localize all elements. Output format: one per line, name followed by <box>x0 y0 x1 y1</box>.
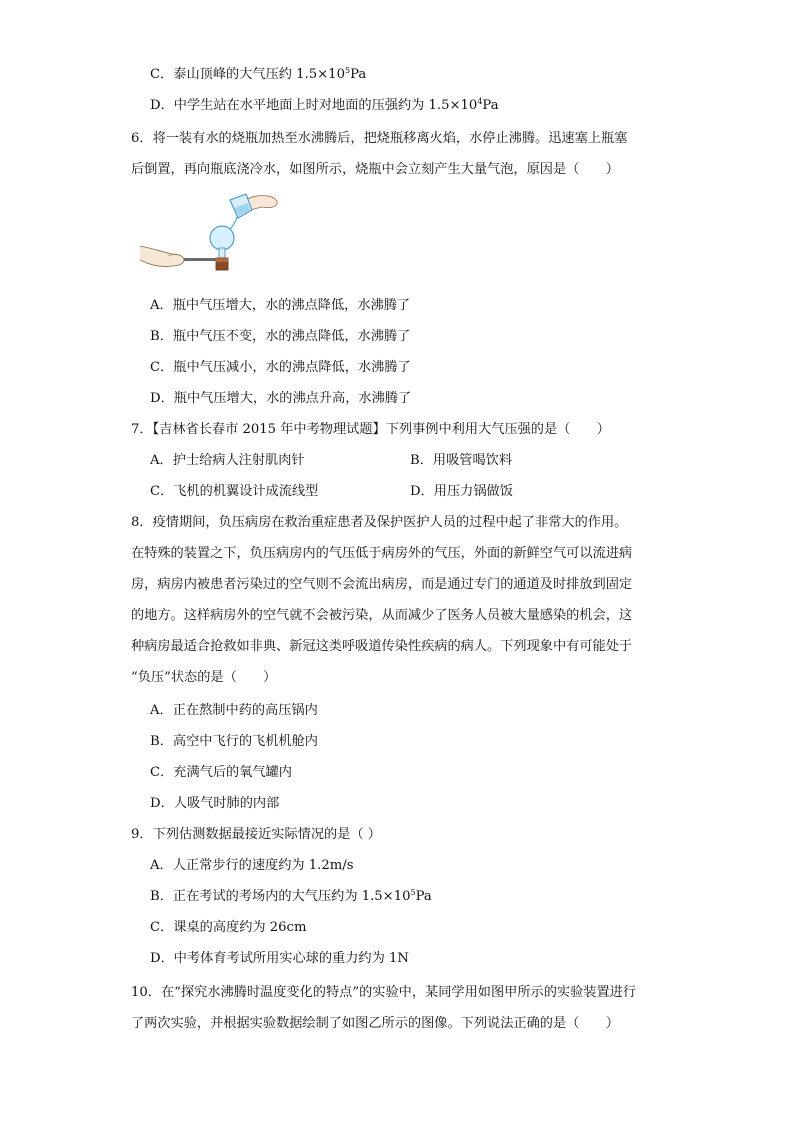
q9-option-b <box>150 888 432 906</box>
q7-option-c: C．飞机的机翼设计成流线型 <box>150 484 319 499</box>
q6-option-c: C．瓶中气压减小，水的沸点降低，水沸腾了 <box>150 360 411 375</box>
q5-option-c <box>150 66 366 84</box>
q5-option-d-exponent: 4 <box>477 97 483 106</box>
q8-option-a: A．正在熬制中药的高压锅内 <box>150 703 318 718</box>
q5-option-c-unit: Pa <box>350 67 367 82</box>
q9-option-b-unit: Pa <box>415 889 432 904</box>
q9-option-b-text: B．正在考试的考场内的大气压约为 1.5×10 <box>150 889 411 904</box>
q6-option-b: B．瓶中气压不变，水的沸点降低，水沸腾了 <box>150 329 411 344</box>
q5-option-c-text: C．泰山顶峰的大气压约 1.5×10 <box>150 67 345 82</box>
flask-illustration <box>138 190 280 282</box>
q10-stem-line-1: 10．在“探究水沸腾时温度变化的特点”的实验中，某同学用如图甲所示的实验装置进行 <box>131 985 637 1000</box>
q9-option-a: A．人正常步行的速度约为 1.2m/s <box>150 858 354 873</box>
q6-stem-line-1: 6．将一装有水的烧瓶加热至水沸腾后，把烧瓶移离火焰，水停止沸腾。迅速塞上瓶塞 <box>131 131 628 146</box>
q9-option-b-exponent: 5 <box>410 888 416 897</box>
q8-stem-line-5: 种病房最适合抢救如非典、新冠这类呼吸道传染性疾病的病人。下列现象中有可能处于 <box>131 639 633 654</box>
q7-stem <box>131 421 610 439</box>
q5-option-d <box>150 97 499 115</box>
q8-stem-line-3: 房，病房内被患者污染过的空气则不会流出病房，而是通过专门的通道及时排放到固定 <box>131 577 633 592</box>
q7-source: 【吉林省长春市 2015 年中考物理试题】 <box>152 422 386 437</box>
q8-stem-line-4: 的地方。这样病房外的空气就不会被污染，从而减少了医务人员被大量感染的机会，这 <box>131 608 633 623</box>
q8-stem-line-2: 在特殊的装置之下，负压病房内的气压低于病房外的气压，外面的新鲜空气可以流进病 <box>131 546 633 561</box>
q5-option-c-exponent: 5 <box>344 66 351 75</box>
q8-stem-line-1: 8．疫情期间，负压病房在救治重症患者及保护医护人员的过程中起了非常大的作用。 <box>131 515 628 530</box>
q8-option-c: C．充满气后的氧气罐内 <box>150 765 292 780</box>
q7-option-d: D．用压力锅做饭 <box>410 484 513 499</box>
q9-option-c: C．课桌的高度约为 26cm <box>150 920 307 935</box>
q8-stem-line-6: “负压”状态的是（ ） <box>131 670 277 685</box>
q8-option-b: B．高空中飞行的飞机机舱内 <box>150 734 318 749</box>
q9-option-d: D．中考体育考试所用实心球的重力约为 1N <box>150 951 409 966</box>
q5-option-d-unit: Pa <box>482 98 499 113</box>
q6-stem-line-2: 后倒置，再向瓶底浇冷水，如图所示，烧瓶中会立刻产生大量气泡，原因是（ ） <box>131 162 619 177</box>
q7-option-a: A．护士给病人注射肌肉针 <box>150 453 305 468</box>
flask-figure <box>138 190 280 282</box>
q9-stem: 9．下列估测数据最接近实际情况的是（ ） <box>131 827 381 842</box>
q10-stem-line-2: 了两次实验，并根据实验数据绘制了如图乙所示的图像。下列说法正确的是（ ） <box>131 1016 619 1031</box>
q7-stem-text: 下列事例中利用大气压强的是（ ） <box>385 422 610 437</box>
q5-option-d-text: D．中学生站在水平地面上时对地面的压强约为 1.5×10 <box>150 98 478 113</box>
q7-option-b: B．用吸管喝饮料 <box>410 453 513 468</box>
q7-number: 7． <box>131 422 153 437</box>
q6-option-a: A．瓶中气压增大，水的沸点降低，水沸腾了 <box>150 298 411 313</box>
q8-option-d: D．人吸气时肺的内部 <box>150 796 280 811</box>
q6-option-d: D．瓶中气压增大，水的沸点升高，水沸腾了 <box>150 391 412 406</box>
